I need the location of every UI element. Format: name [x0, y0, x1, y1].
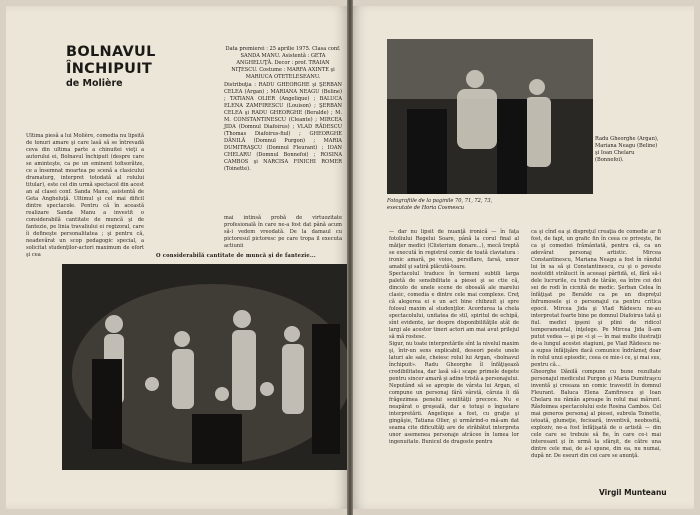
- premiere-info: Data premierei : 25 aprilie 1975. Clasa conf. SANDA MANU. Asistentă : GETA ANGHELUŢĂ. Decor : prof. TRAIAN NIŢESCU. Costume : MARFA AXINTE şi MARIUCA OTETELESEANU.: [225, 46, 341, 80]
- photo-caption-main: O considerabilă cantitate de muncă şi de fantezie...: [156, 253, 316, 259]
- article-author: de Molière: [66, 78, 123, 89]
- left-page: [6, 6, 349, 509]
- title-line-1: BOLNAVUL: [66, 44, 156, 60]
- title-line-2: ÎNCHIPUIT: [66, 61, 153, 77]
- photo-credit: Fotografiile de la paginile 70, 71, 72, 73, executate de Horia Cosmescu: [387, 198, 493, 211]
- article-title: [66, 44, 156, 78]
- stage-photo-top-graphic: [387, 39, 593, 194]
- cast-list: Distribuţia : RADU GHEORGHE şi ŞERBAN CELEA (Argan) ; MARIANA NEAGU (Beline) ; TATIANA OLIER (Angelique) ; BALUCA ELENA ZAMFIRESCU (Louison) ; ŞERBAN CELEA şi RADU GHEORGHE (Beralde) ; M. M. CONSTANTINESCU (Cleante) ; MIRCEA JIDA (Domnul Diafoirus) ; VLAD RĂDESCU (Thomas Diafoirus-fiul) ; GHEORGHE DĂNILĂ (Domnul Purgon) ; MARIA DUMITRAŞCU (Domnul Fleurant) ; IOAN CHELARU (Domnul Bonnefoi) ; ROSINA CAMBOS şi NARCISA FINICHI ROMER (Toinette).: [224, 82, 342, 172]
- book-gutter: [347, 0, 353, 515]
- right-page: [351, 6, 694, 509]
- author-signature: Virgil Munteanu: [599, 488, 667, 497]
- column-1: — dar nu lipsit de nuanţă ironică — în faţa fotoliului Regelui Soare, până la corul final al măiţer medici (Clisterium donare...), mecă treptă se execută în registrul comic de toată claviatura : ironic amară, pe voios, persiflare, farsă, umor amabil şi satiră plăcută-toare. Spectacolul traduce în termeni subtili larga paletă de sensibilitate a piesei şi se ctie că, dincolo de unele scene de obosală ale marelui clasic, comedia e dintre cele mai complexe. Creţ că alegerea ei e un act bine chibzuit şi spre folosul maxim al studenţilor. Acordurea la chela spectacolului, unitatea de stil, spiritul de echipă, sînt evidente, iar despre disponibilităţile atât de largi ale acestor tineri actori am mai avut prilejul să mă rostesc. Sigur, nu toate interpretările sînt la nivelul maxim şi, într-un sens explicabil, deseori peste unele laturi ale sale, cheiesc rolul lui Argan, «bolnavul închipuit». Radu Gheorghe îl înfăţişează credibilitatea, dar lasă să-i scape primele degete pentru sincer amară şi adine tristă a personajului. Neputând să se apropie de vârsta lui Argan, el compune un personaj fără vârstă, căruia îi dă frăgezimea penelui senilităţii precoce. Nu e neapărat o greşeală, dar e totuşi o îngustare interpretării. Angelique a fost, cu graţie şi gingăşie, Tatiana Olier, şi urmărind-o mă-am dat seama cite dificultăţi are de străbătut interpreta unor asemenea personaje atrăcee în lumea lor ingenuitate. Bunicul de dragoste pentru: [389, 229, 519, 445]
- photo-caption-right: Radu Gheorghe (Argan), Mariana Neagu (Beline) şi Ioan Chelaru (Bonnefoi).: [595, 136, 659, 163]
- stage-photo-main: [62, 264, 349, 470]
- stage-photo-top: [387, 39, 593, 194]
- column-2: ca şi cînd ea şi dispreţul creaţia de comedie ar fi fost, de fapt, un grafic fin în ceea ce priveşte, fie ca şi comediei frământată, pentru că, ca un adevărat personaj artistic. Mircea Constantinescu, Mariana Neagu a fost în rândul lui în sa să şi Constantinescu, cu şi o poveste nostoldit strălucit în aceeaşi pârfidă, el, fără să-i dele lucrurile, cu trafi de tărâie, ea între cei doi sei de rodi în cicnită de medic. Şerban Celea în înfăţişat pe Beralde ca pe un dispreţul înfrumosele şi o personajul ca pentru critica epocii. Mircea Jida şi Vlad Rădescu ne-au interpretat foarte bine pe domnul Diafoirus tată şi fiul. medici ipşeni şi plini de ridicol temperamental, înţelege. Pe Mircea Jida îl-am putut vedea — şi pe «i şi — în mai multe ilustraţii de-a lungul acestei stagiuni, pe Vlad Rădescu ne-a supus înfăţişăre dacă comunice îndrăzneţ doar în rolul unui episodic, ceea ce mie-i ce, şi mai sus, pentru că... Gheorghe Dănilă compune cu bune rezultate personajul medicului Purgon şi Maria Dumitraşcu inventă şi creeaza un comic travestit în domnul Fleurant. Baluca Elena Zamfirescu şi Ioan Chelaru nu rămân aproape în rolul mai mărunt. Răsfoimea spectacolului este Rosina Cambos. Cel mai generos personaj al piesei, subrela Toinette, istoată, glumeţie, fecioară, inventivă, neobosită, exploziv, ne-a fost înfăţişată de o artistă — din cele care se trebuie să fie, în care ce-i mai interesant şi în urmă la sfârşit, de către una dintre cele mai, de a-l spune, din ea, nu numai, după nr. De eseuri din cei care se anunţă.: [531, 229, 661, 459]
- stage-photo-graphic: [62, 264, 349, 470]
- intro-paragraph: Ultima piesă a lui Molière, comedia nu lipsită de tonuri amare şi care lasă să se întrevadă ceva din ultima parte a chinuitei vieţi a autorului ei, Bolnavul închipuit (despre care se aminteşte, ca pe un eminent tofisorătze, ce a însemnat moartea pe scenă a clasicului dramaturg, interpret totodată al rolului titular), este cel din urmă spectacol din acest an al clasei conf. Sanda Manu, asistentă de Geta Angheluţă. Ultimul şi cel mai dificil dintre spectacole. Pentru că în această realizare Sanda Manu a investit o considerabilă cantitate de muncă şi de fantezie, pe linia travaliului ei regizoral, care îi defineşte personalitatea ; şi pentru că, neadevărat un scop pedagogic special, a solicitat studenţilor-actori maximum de efort şi cea: [26, 133, 144, 258]
- column-2-tail: mai intinsă probă de virtuozitate profesională în care ne-a fost dat până acum să-i vedem vreodată. De la damaul cu pictoresul pictoresc pe care tropa il executa actiunii: [224, 215, 342, 249]
